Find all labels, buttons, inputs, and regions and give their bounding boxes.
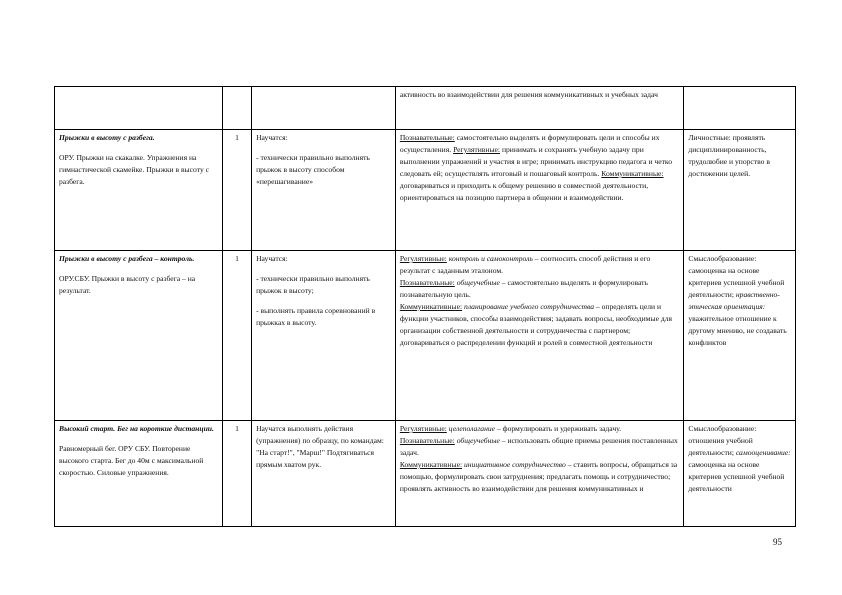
hours-cell <box>222 130 251 251</box>
lesson-plan-table <box>54 86 796 527</box>
cog-text: – использовать общие приемы решения поставленных задач. <box>399 436 678 457</box>
page-number: 95 <box>773 537 782 547</box>
com-label: Коммуникативные: <box>399 302 463 311</box>
cog-label: Познавательные: <box>399 436 455 445</box>
learn-head: Научатся: <box>256 133 288 142</box>
com-text: – ставить вопросы, обращаться за помощью, формулировать свои затруднения; предлагать помощь и сотрудничество; проявлять активность во взаимодействии для решения коммуникативных и <box>399 460 678 493</box>
uud-cell <box>395 251 684 421</box>
com-text: договариваться и приходить к общему решению в совместной деятельности, ориентироваться на позицию партнера в общении и взаимодействии. <box>399 181 649 202</box>
continued-text: активность во взаимодействии для решения коммуникативных и учебных задач <box>399 90 658 99</box>
cog-label: Познавательные: <box>399 133 455 142</box>
lesson-title: Высокий старт. Бег на короткие дистанции. <box>59 424 214 433</box>
uud-cell <box>395 130 684 251</box>
reg-text: – соотносить способ действия и его результат с заданным эталоном. <box>399 254 651 275</box>
learn-text: Научатся выполнять действия (упражнения) по образцу, по командам: "На старт!", "Марш!" Подтягиваться прямым хватом рук. <box>256 424 384 469</box>
lesson-title: Прыжки в высоту с разбега. <box>59 133 155 142</box>
com-text: – определять цели и функции участников, способы взаимодействия; задавать вопросы, необходимые для организации собственной деятельности и сотрудничества с партнером; договариваться о распределении функций и ролей в совместной деятельности <box>399 302 673 347</box>
learn-head: Научатся: <box>256 254 288 263</box>
com-label: Коммуникативные: <box>601 169 664 178</box>
cog-kind: общеучебные <box>456 278 500 287</box>
topic-cell <box>55 130 223 251</box>
hours-cell <box>222 251 251 421</box>
lesson-desc: Равномерный бег. ОРУ СБУ. Повторение высокого старта. Бег до 40м с максимальной скоростью. Силовые упражнения. <box>59 444 204 477</box>
reg-label: Регулятивные: <box>453 145 501 154</box>
personal-cell <box>684 130 796 251</box>
table-row <box>55 130 796 251</box>
reg-label: Регулятивные: <box>399 254 447 263</box>
learn-item: - технически правильно выполнять прыжок в высоту способом «перешагивание» <box>256 153 370 186</box>
cog-text: самостоятельно выделять и формулировать цели и способы их осуществления. <box>399 133 660 154</box>
table-cell <box>55 87 223 130</box>
reg-label: Регулятивные: <box>399 424 447 433</box>
reg-kind: целеполагание <box>448 424 496 433</box>
lesson-desc: ОРУ. Прыжки на скакалке. Упражнения на гимнастической скамейке. Прыжки в высоту с разбега. <box>59 153 210 186</box>
personal-cell <box>684 421 796 527</box>
cog-label: Познавательные: <box>399 278 455 287</box>
learn-item: - выполнять правила соревнований в прыжках в высоту. <box>256 306 376 327</box>
reg-text: принимать и сохранять учебную задачу при выполнении упражнений и участия в игре; принимать инструкцию педагога и четко следовать ей; осуществлять итоговый и пошаговый контроль. <box>399 145 673 178</box>
hours-value: 1 <box>235 254 239 263</box>
outcomes-cell <box>252 421 396 527</box>
hours-value: 1 <box>235 424 239 433</box>
uud-cell <box>395 421 684 527</box>
hours-value: 1 <box>235 133 239 142</box>
com-kind: планирование учебного сотрудничества <box>463 302 595 311</box>
personal-text: Личностные: проявлять дисциплинированность, трудолюбие и упорство в достижении целей. <box>688 133 770 178</box>
personal-b: нравственно-этическая ориентация: <box>688 290 780 311</box>
hours-cell <box>222 421 251 527</box>
reg-kind: контроль и самоконтроль <box>448 254 533 263</box>
lesson-title: Прыжки в высоту с разбега – контроль. <box>59 254 195 263</box>
com-kind: инициативное сотрудничество <box>463 460 566 469</box>
personal-c: самооценка на основе критериев успешной учебной деятельности <box>688 460 785 493</box>
personal-c: уважительное отношение к другому мнению, не создавать конфликтов <box>688 314 787 347</box>
topic-cell <box>55 251 223 421</box>
lesson-desc: ОРУ.СБУ. Прыжки в высоту с разбега – на результат. <box>59 274 196 295</box>
cog-kind: общеучебные <box>456 436 500 445</box>
personal-b: самооценивание: <box>735 448 791 457</box>
outcomes-cell <box>252 130 396 251</box>
table-cell <box>684 87 796 130</box>
table-row <box>55 87 796 130</box>
outcomes-cell <box>252 251 396 421</box>
personal-a: Смыслообразование: отношения учебной деятельности; <box>688 424 757 457</box>
com-label: Коммуникативные: <box>399 460 463 469</box>
learn-item: - технически правильно выполнять прыжок в высоту; <box>256 274 370 295</box>
personal-cell <box>684 251 796 421</box>
table-row <box>55 251 796 421</box>
topic-cell <box>55 421 223 527</box>
table-row <box>55 421 796 527</box>
table-cell <box>222 87 251 130</box>
reg-text: – формулировать и удерживать задачу. <box>496 424 622 433</box>
personal-a: Смыслообразование: самооценка на основе критериев успешной учебной деятельности; <box>688 254 785 299</box>
table-cell <box>252 87 396 130</box>
cog-text: – самостоятельно выделять и формулировать познавательную цель. <box>399 278 648 299</box>
table-cell <box>395 87 684 130</box>
